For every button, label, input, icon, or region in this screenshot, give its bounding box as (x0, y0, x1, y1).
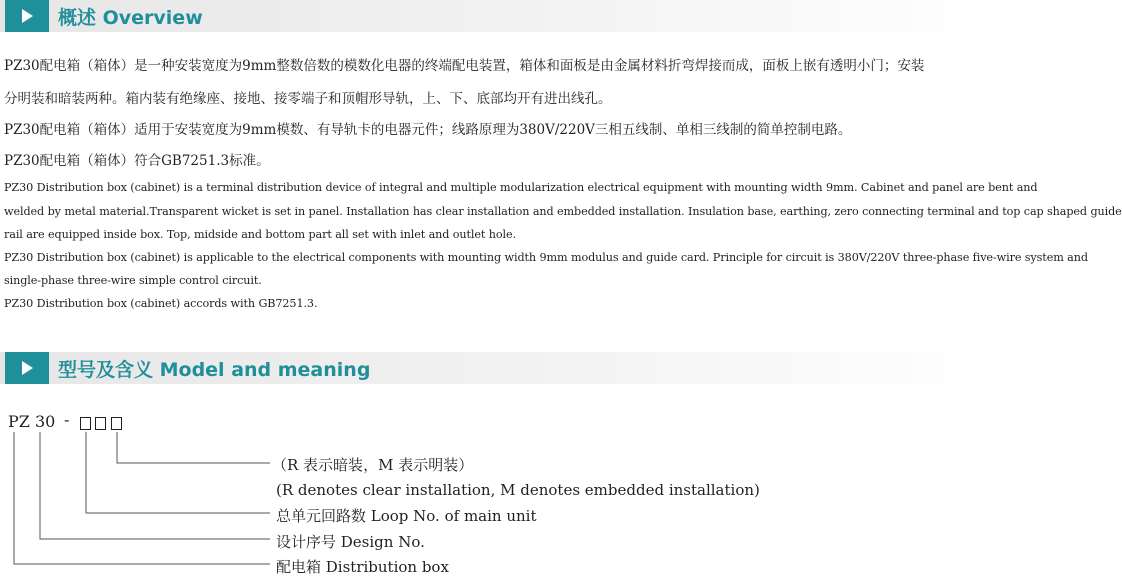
model-code-diagram (0, 400, 1000, 580)
label-install-type-cn: （R 表示暗装，M 表示明装） (272, 456, 474, 474)
connector-install-type (117, 432, 270, 463)
overview-cn-line-1: PZ30配电箱（箱体）是一种安装宽度为9mm整数倍数的模数化电器的终端配电装置，箱体和面板是由金属材料折弯焊接而成，面板上嵌有透明小门；安装 (4, 58, 925, 74)
overview-en-line-6: PZ30 Distribution box (cabinet) accords with GB7251.3. (4, 297, 318, 310)
overview-en-line-5: single-phase three-wire simple control circuit. (4, 274, 262, 287)
label-distribution-box: 配电箱 Distribution box (276, 558, 449, 576)
overview-cn-line-4: PZ30配电箱（箱体）符合GB7251.3标准。 (4, 153, 270, 169)
overview-en-line-1: PZ30 Distribution box (cabinet) is a terminal distribution device of integral and multiple modularization electrical equipment with mounting width 9mm. Cabinet and panel are bent and (4, 181, 1038, 194)
label-install-type-en: (R denotes clear installation, M denotes embedded installation) (276, 481, 760, 499)
overview-header (0, 0, 1000, 32)
overview-en-line-4: PZ30 Distribution box (cabinet) is applicable to the electrical components with mounting width 9mm modulus and guide card. Principle for circuit is 380V/220V three-phase five-wire system and (4, 251, 1088, 264)
overview-cn-line-2: 分明装和暗装两种。箱内装有绝缘座、接地、接零端子和顶帽形导轨，上、下、底部均开有进出线孔。 (4, 91, 612, 107)
header-badge (5, 0, 49, 32)
connector-loop-no (86, 432, 270, 513)
model-title: 型号及含义 Model and meaning (58, 359, 371, 381)
label-loop-no: 总单元回路数 Loop No. of main unit (276, 507, 537, 525)
overview-cn-line-3: PZ30配电箱（箱体）适用于安装宽度为9mm模数、有导轨卡的电器元件；线路原理为380V/220V三相五线制、单相三线制的简单控制电路。 (4, 122, 852, 138)
connector-design-no (40, 432, 270, 539)
header-badge (5, 352, 49, 384)
code-box-1 (80, 417, 91, 430)
code-box-3 (111, 417, 122, 430)
play-arrow-icon (22, 361, 33, 375)
overview-en-line-3: rail are equipped inside box. Top, midside and bottom part all set with inlet and outlet hole. (4, 228, 516, 241)
code-box-2 (95, 417, 106, 430)
label-design-no: 设计序号 Design No. (276, 533, 425, 551)
model-header (0, 352, 1000, 384)
connector-distribution-box (14, 432, 270, 564)
overview-title: 概述 Overview (58, 7, 203, 29)
play-arrow-icon (22, 9, 33, 23)
model-code-dash: - (64, 410, 70, 429)
overview-en-line-2: welded by metal material.Transparent wicket is set in panel. Installation has clear installation and embedded installation. Insulation base, earthing, zero connecting terminal and top cap shaped guide (4, 205, 1122, 218)
model-code-prefix: PZ 30 (8, 412, 56, 431)
